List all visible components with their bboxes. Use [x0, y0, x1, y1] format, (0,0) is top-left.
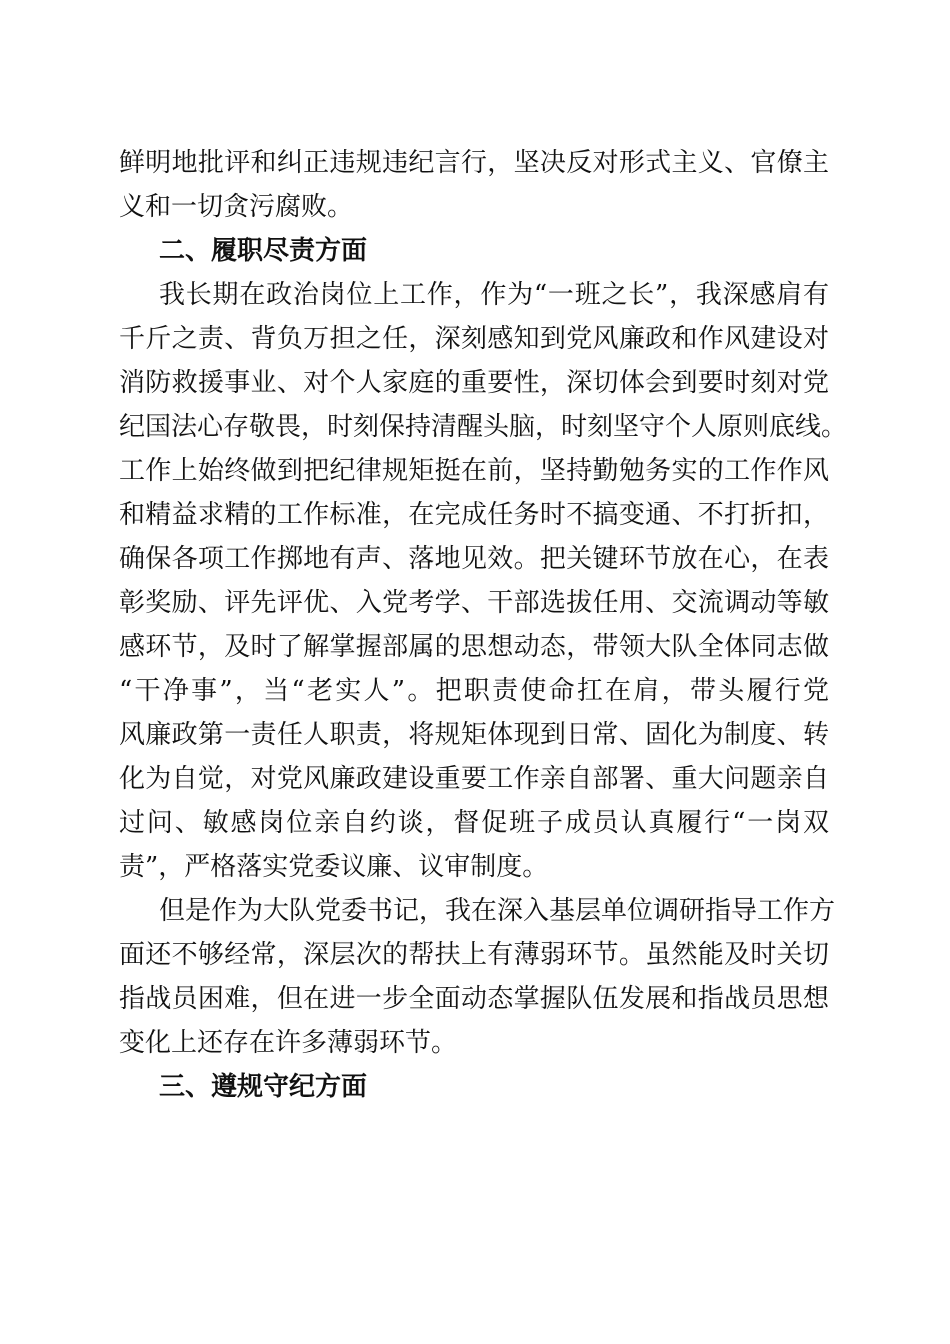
text-line: 感环节，及时了解掌握部属的思想动态，带领大队全体同志做 — [119, 632, 829, 662]
text-line: 化为自觉，对党风廉政建设重要工作亲自部署、重大问题亲自 — [119, 764, 829, 794]
section-heading-3: 三、遵规守纪方面 — [159, 1072, 368, 1102]
text-line: 消防救援事业、对个人家庭的重要性，深切体会到要时刻对党 — [119, 368, 829, 398]
document-page — [119, 141, 848, 1109]
text-line: 千斤之责、背负万担之任，深刻感知到党风廉政和作风建设对 — [119, 324, 829, 354]
text-line: 但是作为大队党委书记，我在深入基层单位调研指导工作方 — [159, 896, 836, 926]
text-line: 变化上还存在许多薄弱环节。 — [119, 1028, 458, 1058]
text-line: 和精益求精的工作标准，在完成任务时不搞变通、不打折扣， — [119, 500, 829, 530]
text-line: “干净事”，当“老实人”。把职责使命扛在肩，带头履行党 — [119, 676, 829, 706]
text-line: 指战员困难，但在进一步全面动态掌握队伍发展和指战员思想 — [119, 984, 829, 1014]
text-line: 过问、敏感岗位亲自约谈，督促班子成员认真履行“一岗双 — [119, 808, 829, 838]
text-line: 彰奖励、评先评优、入党考学、干部选拔任用、交流调动等敏 — [119, 588, 829, 618]
text-line: 确保各项工作掷地有声、落地见效。把关键环节放在心，在表 — [119, 544, 829, 574]
text-line: 风廉政第一责任人职责，将规矩体现到日常、固化为制度、转 — [119, 720, 829, 750]
text-line: 面还不够经常，深层次的帮扶上有薄弱环节。虽然能及时关切 — [119, 940, 829, 970]
text-line: 我长期在政治岗位上工作，作为“一班之长”，我深感肩有 — [159, 280, 829, 310]
text-line: 鲜明地批评和纠正违规违纪言行，坚决反对形式主义、官僚主 — [119, 148, 829, 178]
text-line: 责”，严格落实党委议廉、议审制度。 — [119, 852, 549, 882]
text-line: 工作上始终做到把纪律规矩挺在前，坚持勤勉务实的工作作风 — [119, 456, 829, 486]
section-heading-2: 二、履职尽责方面 — [159, 236, 368, 266]
text-line: 纪国法心存敬畏，时刻保持清醒头脑，时刻坚守个人原则底线。 — [119, 412, 848, 442]
text-line: 义和一切贪污腐败。 — [119, 192, 354, 222]
